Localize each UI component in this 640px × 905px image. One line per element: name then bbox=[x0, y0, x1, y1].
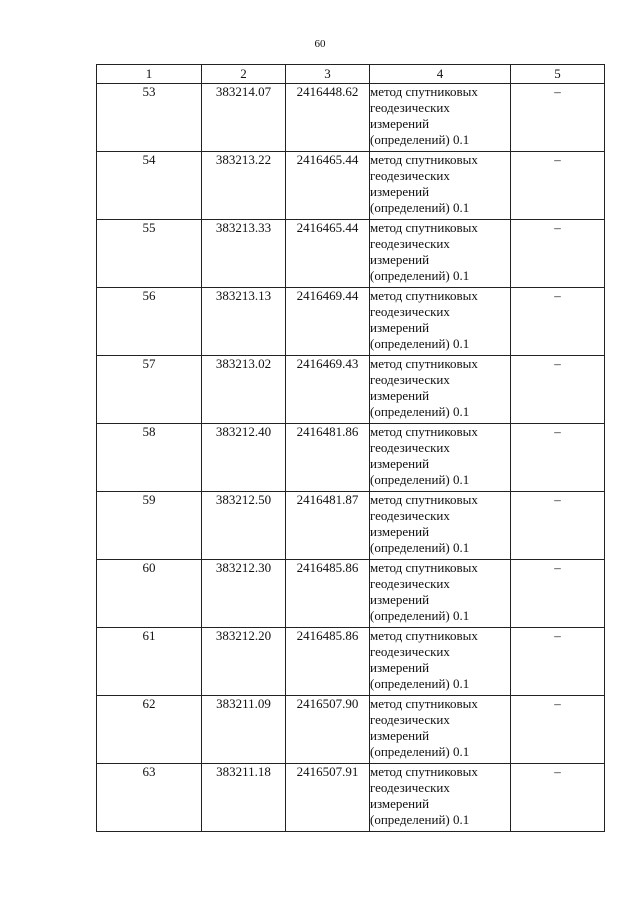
method-line: геодезических bbox=[370, 304, 450, 319]
method-line: (определений) 0.1 bbox=[370, 608, 470, 623]
description-cell: – bbox=[511, 220, 605, 288]
y-coordinate-cell: 2416485.86 bbox=[286, 560, 370, 628]
method-line: измерений bbox=[370, 320, 430, 335]
description-cell: – bbox=[511, 764, 605, 832]
x-coordinate-cell: 383213.13 bbox=[202, 288, 286, 356]
method-line: геодезических bbox=[370, 508, 450, 523]
description-cell: – bbox=[511, 424, 605, 492]
point-number-cell: 60 bbox=[97, 560, 202, 628]
method-line: измерений bbox=[370, 592, 430, 607]
method-line: геодезических bbox=[370, 576, 450, 591]
method-line: измерений bbox=[370, 456, 430, 471]
method-line: измерений bbox=[370, 252, 430, 267]
method-line: метод спутниковых bbox=[370, 628, 478, 643]
method-line: геодезических bbox=[370, 644, 450, 659]
method-cell bbox=[370, 696, 511, 764]
table-row bbox=[97, 696, 605, 764]
method-line: (определений) 0.1 bbox=[370, 812, 470, 827]
method-cell bbox=[370, 560, 511, 628]
method-line: (определений) 0.1 bbox=[370, 132, 470, 147]
column-header-1: 1 bbox=[97, 65, 202, 84]
point-number-cell: 63 bbox=[97, 764, 202, 832]
y-coordinate-cell: 2416469.44 bbox=[286, 288, 370, 356]
x-coordinate-cell: 383213.02 bbox=[202, 356, 286, 424]
method-line: метод спутниковых bbox=[370, 152, 478, 167]
method-line: (определений) 0.1 bbox=[370, 744, 470, 759]
y-coordinate-cell: 2416481.87 bbox=[286, 492, 370, 560]
method-line: измерений bbox=[370, 660, 430, 675]
method-line: измерений bbox=[370, 116, 430, 131]
x-coordinate-cell: 383212.20 bbox=[202, 628, 286, 696]
table-row bbox=[97, 492, 605, 560]
method-line: геодезических bbox=[370, 440, 450, 455]
method-line: метод спутниковых bbox=[370, 560, 478, 575]
method-cell bbox=[370, 764, 511, 832]
y-coordinate-cell: 2416481.86 bbox=[286, 424, 370, 492]
method-cell bbox=[370, 424, 511, 492]
method-line: (определений) 0.1 bbox=[370, 472, 470, 487]
x-coordinate-cell: 383211.09 bbox=[202, 696, 286, 764]
method-line: (определений) 0.1 bbox=[370, 404, 470, 419]
x-coordinate-cell: 383214.07 bbox=[202, 84, 286, 152]
table-row bbox=[97, 356, 605, 424]
method-cell bbox=[370, 492, 511, 560]
method-line: метод спутниковых bbox=[370, 288, 478, 303]
description-cell: – bbox=[511, 84, 605, 152]
method-line: измерений bbox=[370, 184, 430, 199]
table-row bbox=[97, 220, 605, 288]
table-row bbox=[97, 288, 605, 356]
method-cell bbox=[370, 288, 511, 356]
description-cell: – bbox=[511, 628, 605, 696]
method-line: метод спутниковых bbox=[370, 696, 478, 711]
method-line: геодезических bbox=[370, 712, 450, 727]
description-cell: – bbox=[511, 288, 605, 356]
method-line: геодезических bbox=[370, 780, 450, 795]
point-number-cell: 54 bbox=[97, 152, 202, 220]
method-line: измерений bbox=[370, 524, 430, 539]
page-number: 60 bbox=[314, 38, 326, 50]
x-coordinate-cell: 383212.40 bbox=[202, 424, 286, 492]
method-line: измерений bbox=[370, 728, 430, 743]
point-number-cell: 58 bbox=[97, 424, 202, 492]
column-header-2: 2 bbox=[202, 65, 286, 84]
point-number-cell: 62 bbox=[97, 696, 202, 764]
method-line: (определений) 0.1 bbox=[370, 200, 470, 215]
method-line: (определений) 0.1 bbox=[370, 268, 470, 283]
method-cell bbox=[370, 356, 511, 424]
method-line: геодезических bbox=[370, 372, 450, 387]
method-line: метод спутниковых bbox=[370, 356, 478, 371]
column-header-5: 5 bbox=[511, 65, 605, 84]
method-line: метод спутниковых bbox=[370, 84, 478, 99]
method-line: геодезических bbox=[370, 236, 450, 251]
method-line: (определений) 0.1 bbox=[370, 336, 470, 351]
x-coordinate-cell: 383213.22 bbox=[202, 152, 286, 220]
column-header-3: 3 bbox=[286, 65, 370, 84]
y-coordinate-cell: 2416465.44 bbox=[286, 152, 370, 220]
y-coordinate-cell: 2416469.43 bbox=[286, 356, 370, 424]
description-cell: – bbox=[511, 492, 605, 560]
description-cell: – bbox=[511, 560, 605, 628]
x-coordinate-cell: 383211.18 bbox=[202, 764, 286, 832]
x-coordinate-cell: 383212.30 bbox=[202, 560, 286, 628]
y-coordinate-cell: 2416507.90 bbox=[286, 696, 370, 764]
y-coordinate-cell: 2416485.86 bbox=[286, 628, 370, 696]
table-row bbox=[97, 84, 605, 152]
method-line: геодезических bbox=[370, 168, 450, 183]
y-coordinate-cell: 2416507.91 bbox=[286, 764, 370, 832]
column-header-4: 4 bbox=[370, 65, 511, 84]
method-line: измерений bbox=[370, 388, 430, 403]
method-line: метод спутниковых bbox=[370, 764, 478, 779]
y-coordinate-cell: 2416448.62 bbox=[286, 84, 370, 152]
method-line: метод спутниковых bbox=[370, 424, 478, 439]
table-row bbox=[97, 628, 605, 696]
coordinates-table bbox=[96, 64, 605, 832]
description-cell: – bbox=[511, 356, 605, 424]
point-number-cell: 59 bbox=[97, 492, 202, 560]
point-number-cell: 56 bbox=[97, 288, 202, 356]
method-line: измерений bbox=[370, 796, 430, 811]
method-cell bbox=[370, 152, 511, 220]
point-number-cell: 55 bbox=[97, 220, 202, 288]
x-coordinate-cell: 383213.33 bbox=[202, 220, 286, 288]
method-line: метод спутниковых bbox=[370, 492, 478, 507]
method-cell bbox=[370, 220, 511, 288]
x-coordinate-cell: 383212.50 bbox=[202, 492, 286, 560]
description-cell: – bbox=[511, 152, 605, 220]
table-header-row bbox=[97, 65, 605, 84]
method-line: метод спутниковых bbox=[370, 220, 478, 235]
table-row bbox=[97, 152, 605, 220]
table-row bbox=[97, 764, 605, 832]
table-row bbox=[97, 424, 605, 492]
method-cell bbox=[370, 628, 511, 696]
point-number-cell: 61 bbox=[97, 628, 202, 696]
point-number-cell: 57 bbox=[97, 356, 202, 424]
point-number-cell: 53 bbox=[97, 84, 202, 152]
method-line: (определений) 0.1 bbox=[370, 676, 470, 691]
table-row bbox=[97, 560, 605, 628]
method-cell bbox=[370, 84, 511, 152]
description-cell: – bbox=[511, 696, 605, 764]
y-coordinate-cell: 2416465.44 bbox=[286, 220, 370, 288]
method-line: геодезических bbox=[370, 100, 450, 115]
method-line: (определений) 0.1 bbox=[370, 540, 470, 555]
